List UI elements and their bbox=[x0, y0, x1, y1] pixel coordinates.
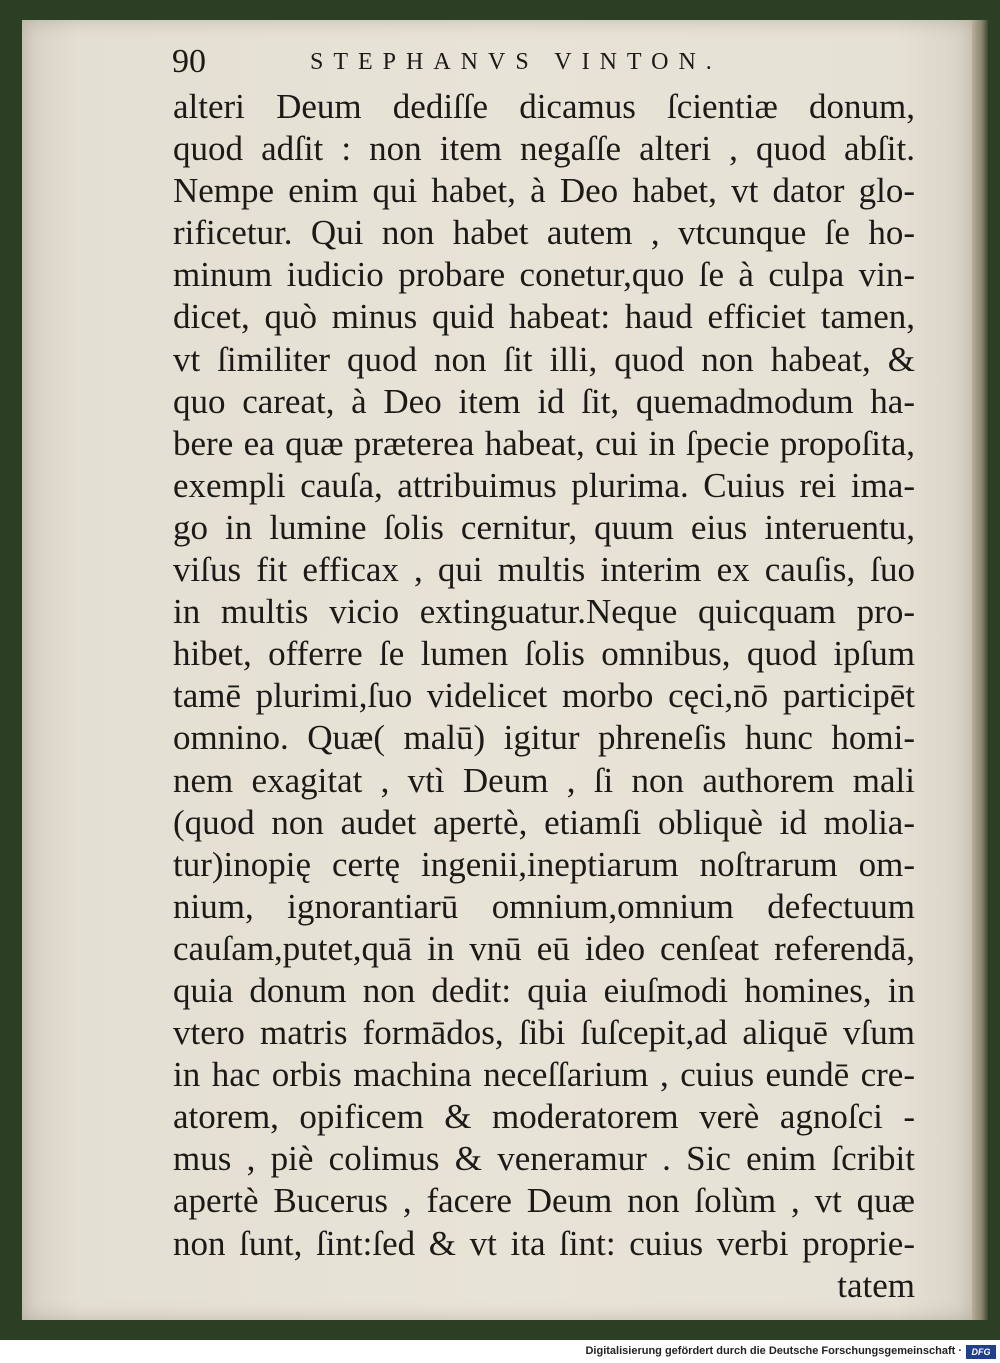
text-line: quia donum non dedit: quia eiuſmodi homines, in bbox=[173, 970, 915, 1010]
text-line: mus , piè colimus & veneramur . Sic enim ſcribit bbox=[173, 1139, 915, 1179]
text-line: vtero matris formādos, ſibi ſuſcepit,ad aliquē vſum bbox=[173, 1013, 915, 1053]
running-head bbox=[172, 40, 932, 88]
digitization-footer bbox=[0, 1342, 1000, 1363]
text-line: non ſunt, ſint:ſed & vt ita ſint: cuius verbi proprie- bbox=[173, 1223, 915, 1263]
text-line: in hac orbis machina neceſſarium , cuius eundē cre- bbox=[173, 1055, 915, 1095]
text-line: dicet, quò minus quid habeat: haud efficiet tamen, bbox=[173, 297, 915, 337]
catchword: tatem bbox=[837, 1265, 915, 1305]
text-line: alteri Deum dediſſe dicamus ſcientiæ donum, bbox=[173, 87, 915, 126]
text-line: cauſam,putet,quā in vnū eū ideo cenſeat referendā, bbox=[173, 928, 915, 968]
dfg-logo-icon: DFG bbox=[966, 1345, 996, 1359]
text-line: omnino. Quæ( malū) igitur phreneſis hunc homi- bbox=[173, 718, 915, 758]
text-line: quod adſit : non item negaſſe alteri , quod abſit. bbox=[173, 129, 915, 169]
funding-credit: Digitalisierung gefördert durch die Deutsche Forschungsgemeinschaft · bbox=[585, 1345, 962, 1357]
text-line: Nempe enim qui habet, à Deo habet, vt dator glo- bbox=[173, 171, 915, 211]
text-line: vt ſimiliter quod non ſit illi, quod non habeat, & bbox=[173, 339, 915, 379]
text-line: tur)inopię certę ingenii,ineptiarum noſtrarum om- bbox=[173, 844, 915, 884]
text-line: rificetur. Qui non habet autem , vtcunque ſe ho- bbox=[173, 213, 915, 253]
page-number: 90 bbox=[172, 43, 206, 80]
page-edge bbox=[972, 20, 988, 1320]
text-line: minum iudicio probare conetur,quo ſe à culpa vin- bbox=[173, 255, 915, 295]
text-line: viſus fit efficax , qui multis interim ex cauſis, ſuo bbox=[173, 550, 915, 590]
text-line: in multis vicio extinguatur.Neque quicquam pro- bbox=[173, 592, 915, 632]
text-line: exempli cauſa, attribuimus plurima. Cuius rei ima- bbox=[173, 465, 915, 505]
text-line: bere ea quæ præterea habeat, cui in ſpecie propoſita, bbox=[173, 423, 915, 463]
text-line: atorem, opificem & moderatorem verè agnoſci - bbox=[173, 1097, 915, 1137]
text-line: (quod non audet apertè, etiamſi obliquè id molia- bbox=[173, 802, 915, 842]
text-line: go in lumine ſolis cernitur, quum eius interuentu, bbox=[173, 507, 915, 547]
text-line: quo careat, à Deo item id ſit, quemadmodum ha- bbox=[173, 381, 915, 421]
text-line: apertè Bucerus , facere Deum non ſolùm , vt quæ bbox=[173, 1181, 915, 1221]
running-head-title: STEPHANVS VINTON. bbox=[310, 49, 722, 75]
text-line: nium, ignorantiarū omnium,omnium defectuum bbox=[173, 886, 915, 926]
text-line: hibet, offerre ſe lumen ſolis omnibus, quod ipſum bbox=[173, 634, 915, 674]
body-text bbox=[173, 86, 915, 1307]
text-line: nem exagitat , vtì Deum , ſi non authorem mali bbox=[173, 760, 915, 800]
text-line: tamē plurimi,ſuo videlicet morbo cęci,nō participēt bbox=[173, 676, 915, 716]
